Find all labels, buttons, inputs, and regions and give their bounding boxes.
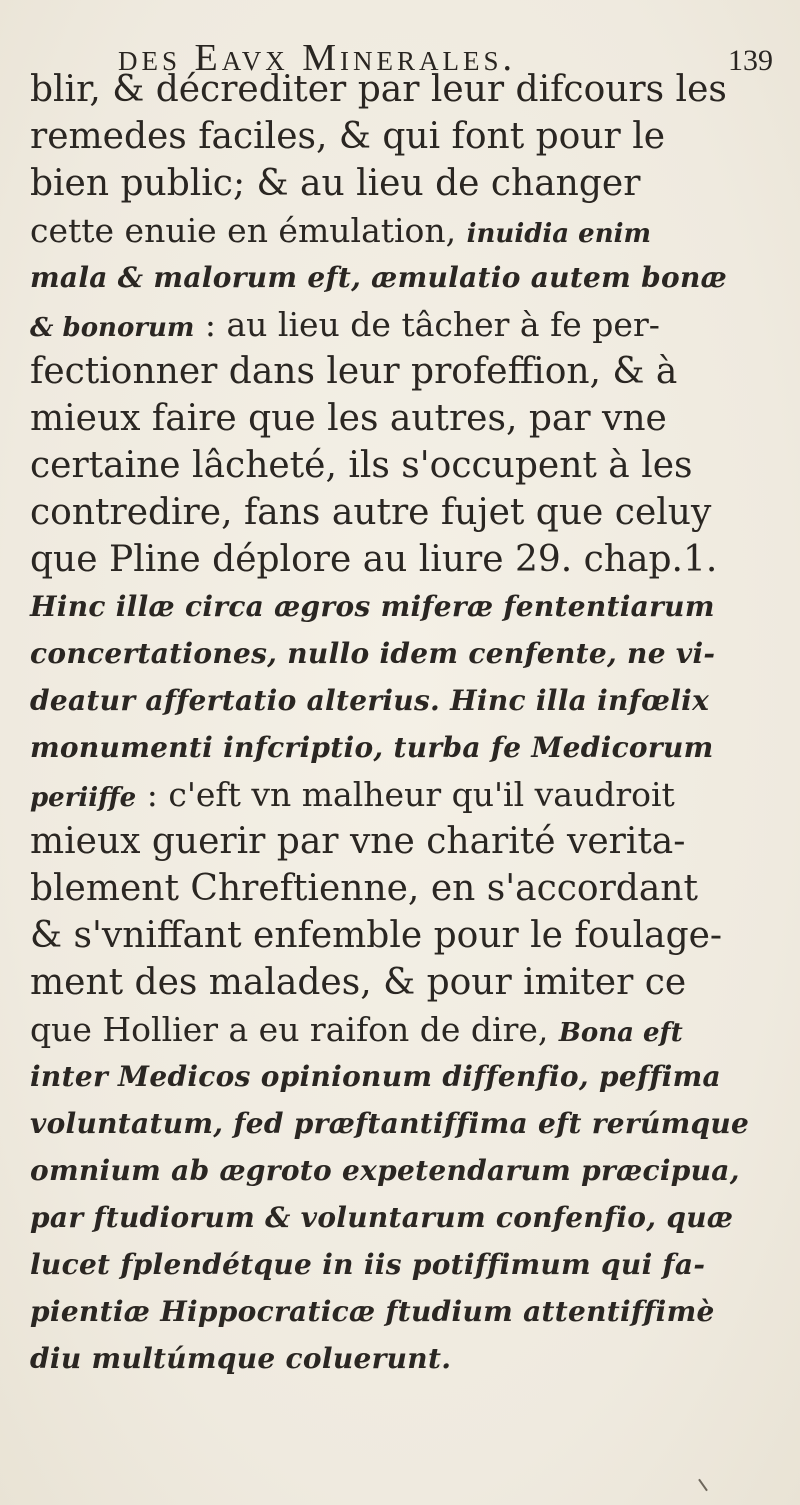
page-number: 139: [728, 44, 773, 77]
text-line-27: pientiæ Hippocraticæ ftudium attentiffimè: [30, 1295, 715, 1328]
text-line-15: monumenti infcriptio, turba fe Medicorum: [30, 731, 714, 764]
stray-ink-mark: [698, 1479, 708, 1492]
text-line-10: contredire, fans autre fujet que celuy: [30, 492, 712, 533]
text-line-26: lucet fplendétque in iis potiffimum qui fa-: [30, 1248, 706, 1281]
text-line-17: mieux guerir par vne charité verita-: [30, 821, 686, 862]
latin-quote: periiffe: [30, 783, 137, 813]
text-line-16: periiffe : c'eft vn malheur qu'il vaudroit: [30, 775, 675, 814]
latin-quote: Bona eft: [558, 1018, 683, 1048]
latin-quote: inuidia enim: [466, 219, 652, 249]
text-line-14: deatur affertatio alterius. Hinc illa infœlix: [30, 684, 710, 717]
text-line-24: omnium ab ægroto expetendarum præcipua,: [30, 1154, 740, 1187]
text-line-5: mala & malorum eft, æmulatio autem bonæ: [30, 261, 728, 294]
running-head: des Eavx Minerales.: [118, 37, 517, 79]
text-line-11: que Pline déplore au liure 29. chap.1.: [30, 539, 718, 580]
text-line-23: voluntatum, fed præftantiffima eft rerúmque: [30, 1107, 750, 1140]
text-line-12: Hinc illæ circa ægros miferæ fententiarum: [30, 590, 715, 623]
text-line-21: que Hollier a eu raifon de dire, Bona eft: [30, 1010, 683, 1049]
text-line-9: certaine lâcheté, ils s'occupent à les: [30, 445, 693, 486]
text-line-20: ment des malades, & pour imiter ce: [30, 962, 687, 1003]
text-line-25: par ftudiorum & voluntarum confenfio, quæ: [30, 1201, 734, 1234]
text-line-4: cette enuie en émulation, inuidia enim: [30, 211, 652, 250]
text-line-13: concertationes, nullo idem cenfente, ne vi-: [30, 637, 716, 670]
text-line-6: & bonorum : au lieu de tâcher à fe per-: [30, 305, 660, 344]
latin-quote: & bonorum: [30, 313, 195, 343]
text-line-7: fectionner dans leur profeffion, & à: [30, 351, 678, 392]
text-line-3: bien public; & au lieu de changer: [30, 163, 641, 204]
text-line-18: blement Chreftienne, en s'accordant: [30, 868, 698, 909]
text-line-8: mieux faire que les autres, par vne: [30, 398, 667, 439]
text-line-1: blir, & décrediter par leur difcours les: [30, 69, 727, 110]
text-line-28: diu multúmque coluerunt.: [30, 1342, 452, 1375]
text-line-19: & s'vniffant enfemble pour le foulage-: [30, 915, 723, 956]
text-line-22: inter Medicos opinionum diffenfio, peffima: [30, 1060, 721, 1093]
body-text: [30, 66, 770, 1382]
text-line-2: remedes faciles, & qui font pour le: [30, 116, 666, 157]
